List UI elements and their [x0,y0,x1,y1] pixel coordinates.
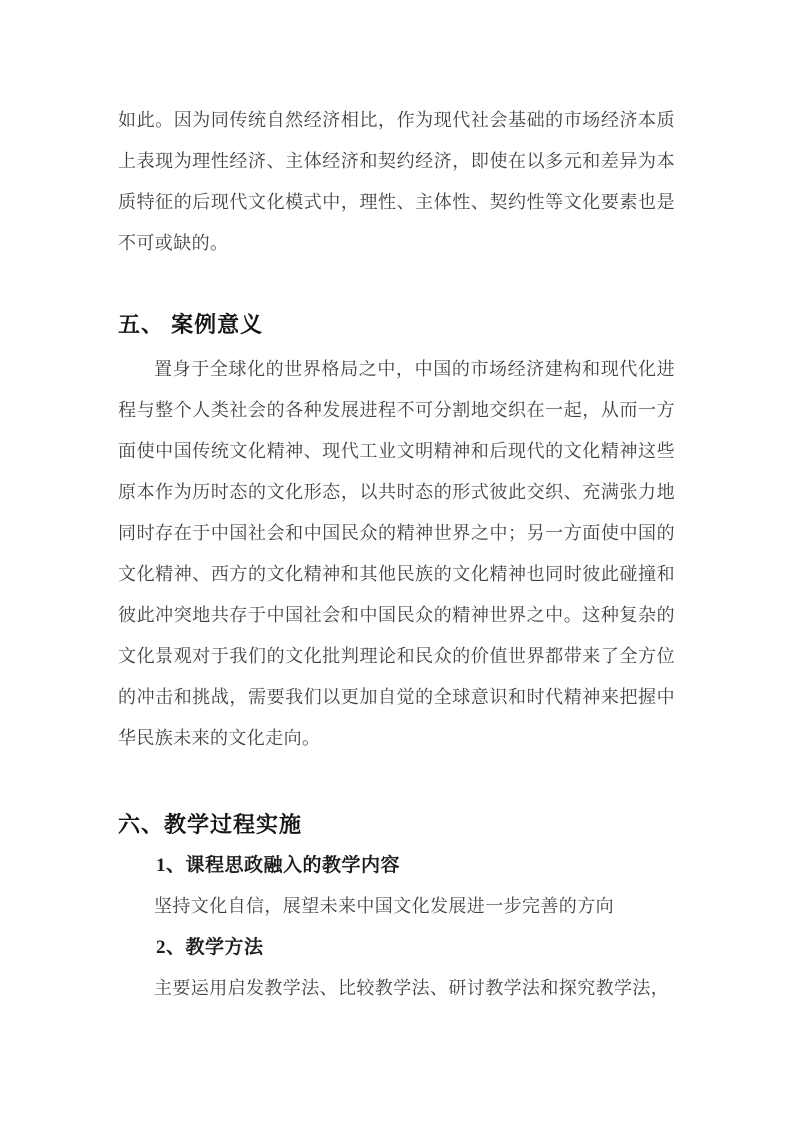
section-heading-case-significance: 五、 案例意义 [118,312,264,337]
teaching-methods-paragraph: 主要运用启发教学法、比较教学法、研讨教学法和探究教学法， [154,978,670,998]
subsection-title-teaching-methods: 2、教学方法 [156,937,264,958]
subsection-title-ideological-content: 1、课程思政融入的教学内容 [156,855,401,876]
case-significance-paragraph: 置身于全球化的世界格局之中，中国的市场经济建构和现代化进程与整个人类社会的各种发展进程不可分割地交织在一起，从而一方面使中国传统文化精神、现代工业文明精神和后现代的文化精神这些原本作为历时态的文化形态，以共时态的形式彼此交织、充满张力地同时存在于中国社会和中国民众的精神世界之中；另一方面使中国的文化精神、西方的文化精神和其他民族的文化精神也同时彼此碰撞和彼此冲突地共存于中国社会和中国民众的精神世界之中。这种复杂的文化景观对于我们的文化批判理论和民众的价值世界都带来了全方位的冲击和挑战，需要我们以更加自觉的全球意识和时代精神来把握中华民族未来的文化走向。 [118,359,675,748]
ideological-content-paragraph: 坚持文化自信，展望未来中国文化发展进一步完善的方向 [154,896,614,916]
section-heading-teaching-process: 六、教学过程实施 [118,812,303,837]
intro-paragraph: 如此。因为同传统自然经济相比，作为现代社会基础的市场经济本质上表现为理性经济、主体经济和契约经济，即使在以多元和差异为本质特征的后现代文化模式中，理性、主体性、契约性等文化要素也是不可或缺的。 [118,110,675,253]
